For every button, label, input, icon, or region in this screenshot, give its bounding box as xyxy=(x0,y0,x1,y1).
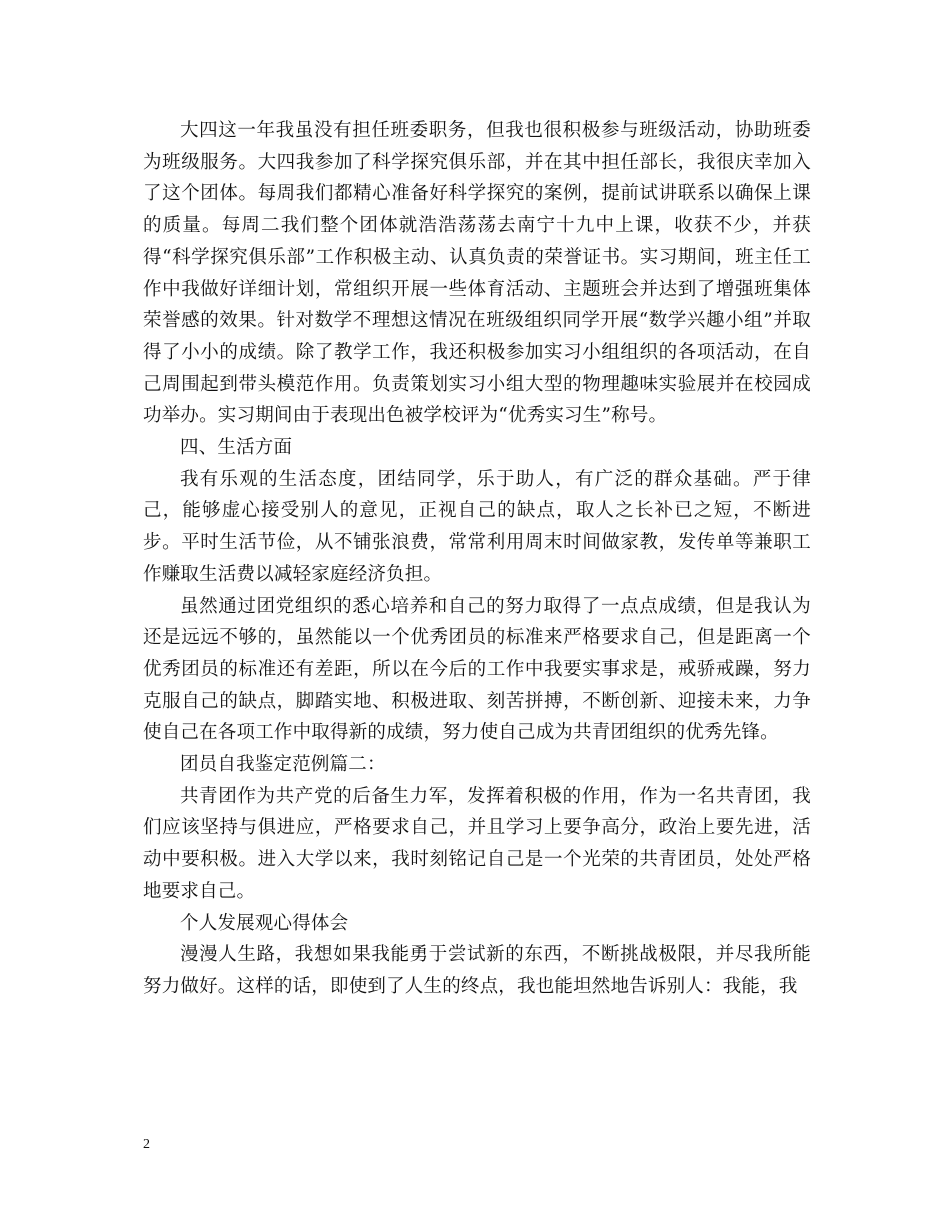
section-heading-life: 四、生活方面 xyxy=(180,437,293,459)
paragraph-life-attitude: 我有乐观的生活态度，团结同学，乐于助人，有广泛的群众基础。严于律己，能够虚心接受别人的意见，正视自己的缺点，取人之长补已之短，不断进步。平时生活节俭，从不铺张浪费，常常利用周末时间做家教，发传单等兼职工作赚取生活费以减轻家庭经济负担。 xyxy=(143,468,811,585)
paragraph-youth-league: 共青团作为共产党的后备生力军，发挥着积极的作用，作为一名共青团，我们应该坚持与俱进应，严格要求自己，并且学习上要争高分，政治上要先进，活动中要积极。进入大学以来，我时刻铭记自己是一个光荣的共青团员，处处严格地要求自己。 xyxy=(143,785,811,902)
paragraph-self-improvement: 虽然通过团党组织的悉心培养和自己的努力取得了一点点成绩，但是我认为还是远远不够的，虽然能以一个优秀团员的标准来严格要求自己，但是距离一个优秀团员的标准还有差距，所以在今后的工作中我要实事求是，戒骄戒躁，努力克服自己的缺点，脚踏实地、积极进取、刻苦拼搏，不断创新、迎接未来，力争使自己在各项工作中取得新的成绩，努力使自己成为共青团组织的优秀先锋。 xyxy=(143,595,811,744)
document-body xyxy=(143,115,811,1003)
page-number: 2 xyxy=(143,1137,150,1152)
paragraph-senior-year-activities: 大四这一年我虽没有担任班委职务，但我也很积极参与班级活动，协助班委为班级服务。大四我参加了科学探究俱乐部，并在其中担任部长，我很庆幸加入了这个团体。每周我们都精心准备好科学探究的案例，提前试讲联系以确保上课的质量。每周二我们整个团体就浩浩荡荡去南宁十九中上课，收获不少，并获得“科学探究俱乐部”工作积极主动、认真负责的荣誉证书。实习期间，班主任工作中我做好详细计划，常组织开展一些体育活动、主题班会并达到了增强班集体荣誉感的效果。针对数学不理想这情况在班级组织同学开展“数学兴趣小组”并取得了小小的成绩。除了教学工作，我还积极参加实习小组组织的各项活动，在自己周围起到带头模范作用。负责策划实习小组大型的物理趣味实验展并在校园成功举办。实习期间由于表现出色被学校评为“优秀实习生”称号。 xyxy=(143,120,811,427)
paragraph-life-road: 漫漫人生路，我想如果我能勇于尝试新的东西，不断挑战极限，并尽我所能努力做好。这样的话，即使到了人生的终点，我也能坦然地告诉别人：我能，我 xyxy=(143,944,811,997)
section-heading-example-two: 团员自我鉴定范例篇二： xyxy=(180,754,386,776)
section-heading-personal-development: 个人发展观心得体会 xyxy=(180,912,349,934)
